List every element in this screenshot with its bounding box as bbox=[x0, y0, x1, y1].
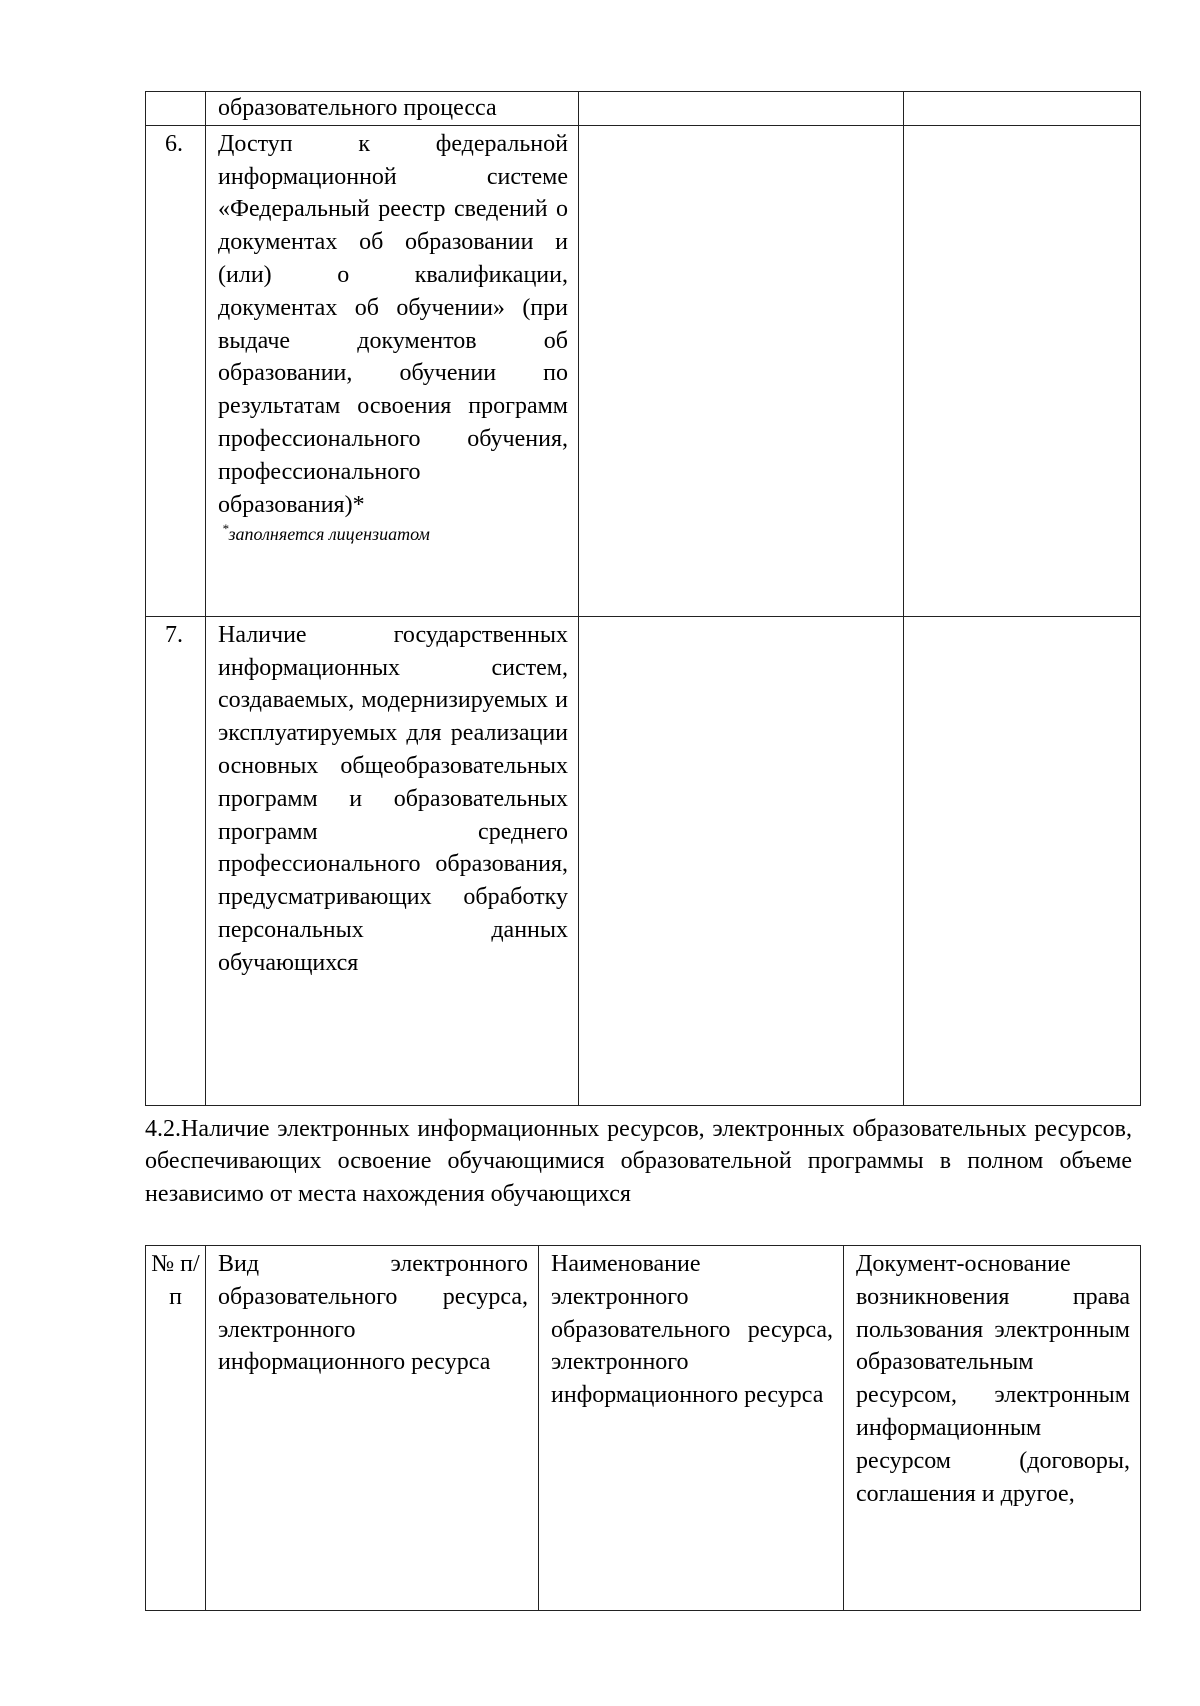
table-row bbox=[146, 616, 1141, 1105]
empty-cell bbox=[579, 92, 904, 126]
row-text-cell: Наличие государственных информационных систем, создаваемых, модернизируемых и эксплуатируемых для реализации основных общеобразовательных программ и образовательных программ среднего профессионального образования, предусматривающих обработку персональных данных обучающихся bbox=[206, 616, 579, 1105]
row-number-cell: 7. bbox=[146, 616, 206, 1105]
empty-cell bbox=[904, 125, 1141, 616]
info-systems-table bbox=[145, 91, 1141, 1106]
header-resource-type: Вид электронного образовательного ресурса, электронного информационного ресурса bbox=[206, 1246, 539, 1611]
table-header-row bbox=[146, 1246, 1141, 1611]
empty-cell bbox=[904, 92, 1141, 126]
empty-cell bbox=[579, 125, 904, 616]
section-4-2-heading: 4.2.Наличие электронных информационных ресурсов, электронных образовательных ресурсов, обеспечивающих освоение обучающимися образовательной программы в полном объеме независимо от места нахождения обучающихся bbox=[145, 1116, 1132, 1207]
header-basis-document: Документ-основание возникновения права пользования электронным образовательным ресурсом, электронным информационным ресурсом (договоры, соглашения и другое, bbox=[844, 1246, 1141, 1611]
row-number-cell bbox=[146, 92, 206, 126]
empty-cell bbox=[904, 616, 1141, 1105]
header-resource-name: Наименование электронного образовательного ресурса, электронного информационного ресурса bbox=[539, 1246, 844, 1611]
footnote: *заполняется лицензиатом bbox=[222, 521, 430, 545]
empty-cell bbox=[579, 616, 904, 1105]
electronic-resources-table bbox=[145, 1245, 1141, 1611]
header-num: № п/п bbox=[146, 1246, 206, 1611]
table-row bbox=[146, 125, 1141, 616]
row-text-cell: Доступ к федеральной информационной системе «Федеральный реестр сведений о документах об образовании и (или) о квалификации, документах об обучении» (при выдаче документов об образовании, обучении по результатам освоения программ профессионального обучения, профессионального образования)* *заполняется лицензиатом bbox=[206, 125, 579, 616]
row-text-cell: образовательного процесса bbox=[206, 92, 579, 126]
table-row bbox=[146, 92, 1141, 126]
row-number-cell: 6. bbox=[146, 125, 206, 616]
